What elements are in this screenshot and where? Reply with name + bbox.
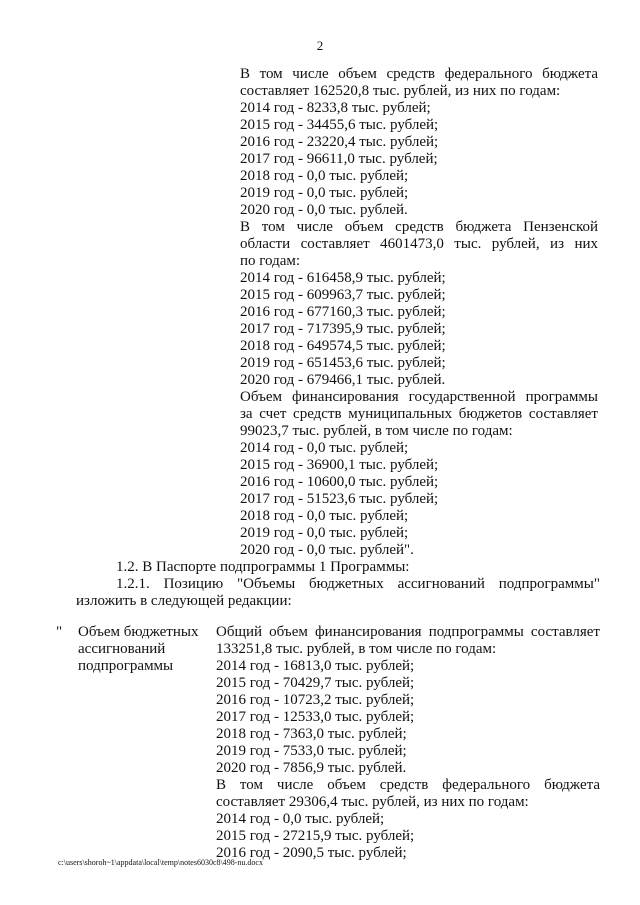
text-line: по годам: (240, 253, 301, 269)
year-line: 2014 год - 16813,0 тыс. рублей; (216, 658, 415, 674)
year-line: 2015 год - 34455,6 тыс. рублей; (240, 117, 439, 133)
label-line: подпрограммы (78, 658, 174, 674)
text-line: области составляет 4601473,0 тыс. рублей, из них (240, 236, 598, 252)
year-line: 2019 год - 0,0 тыс. рублей; (240, 525, 409, 541)
year-line: 2017 год - 12533,0 тыс. рублей; (216, 709, 415, 725)
opening-quote: " (56, 624, 63, 640)
text-line: Объем финансирования государственной программы (240, 389, 598, 405)
text-line: В том числе объем средств федерального бюджета (240, 66, 598, 82)
year-line: 2016 год - 677160,3 тыс. рублей; (240, 304, 446, 320)
year-line: 2019 год - 7533,0 тыс. рублей; (216, 743, 407, 759)
year-line: 2017 год - 717395,9 тыс. рублей; (240, 321, 446, 337)
page-number: 2 (316, 38, 324, 53)
year-line: 2017 год - 51523,6 тыс. рублей; (240, 491, 439, 507)
year-line: 2020 год - 679466,1 тыс. рублей. (240, 372, 446, 388)
year-line: 2014 год - 616458,9 тыс. рублей; (240, 270, 446, 286)
year-line: 2019 год - 0,0 тыс. рублей; (240, 185, 409, 201)
text-line: составляет 29306,4 тыс. рублей, из них по годам: (216, 794, 529, 810)
row-value (216, 624, 600, 862)
year-line: 2017 год - 96611,0 тыс. рублей; (240, 151, 438, 167)
section-text: 1.2. В Паспорте подпрограммы 1 Программы: (116, 559, 410, 575)
year-line: 2014 год - 0,0 тыс. рублей; (240, 440, 409, 456)
text-line: 133251,8 тыс. рублей, в том числе по годам: (216, 641, 497, 657)
text-line: 99023,7 тыс. рублей, в том числе по годам: (240, 423, 513, 439)
year-line: 2016 год - 10600,0 тыс. рублей; (240, 474, 439, 490)
text-line: В том числе объем средств федерального бюджета (216, 777, 600, 793)
municipal-budget-block (240, 389, 598, 559)
year-line: 2016 год - 2090,5 тыс. рублей; (216, 845, 407, 861)
year-line: 2020 год - 0,0 тыс. рублей. (240, 202, 408, 218)
federal-budget-block (240, 66, 598, 219)
section-heading-1-2 (116, 559, 409, 576)
text-line: составляет 162520,8 тыс. рублей, из них по годам: (240, 83, 561, 99)
year-line: 2020 год - 7856,9 тыс. рублей. (216, 760, 407, 776)
year-line: 2016 год - 10723,2 тыс. рублей; (216, 692, 415, 708)
section-text: 1.2.1. Позицию "Объемы бюджетных ассигнований подпрограммы" (116, 576, 600, 592)
year-line: 2015 год - 36900,1 тыс. рублей; (240, 457, 439, 473)
year-line: 2014 год - 8233,8 тыс. рублей; (240, 100, 431, 116)
year-line: 2014 год - 0,0 тыс. рублей; (216, 811, 385, 827)
regional-budget-block (240, 219, 598, 389)
year-line: 2018 год - 7363,0 тыс. рублей; (216, 726, 407, 742)
text-line: за счет средств муниципальных бюджетов составляет (240, 406, 598, 422)
year-line: 2016 год - 23220,4 тыс. рублей; (240, 134, 439, 150)
year-line: 2018 год - 0,0 тыс. рублей; (240, 508, 409, 524)
label-line: ассигнований (78, 641, 166, 657)
year-line: 2020 год - 0,0 тыс. рублей". (240, 542, 414, 558)
label-line: Объем бюджетных (78, 624, 199, 640)
year-line: 2019 год - 651453,6 тыс. рублей; (240, 355, 446, 371)
year-line: 2015 год - 609963,7 тыс. рублей; (240, 287, 446, 303)
text-line: Общий объем финансирования подпрограммы составляет (216, 624, 600, 640)
section-1-2-1 (76, 576, 600, 610)
footer-file-path: c:\users\shoroh~1\appdata\local\temp\notes6030c8\498-nu.docx (58, 858, 263, 867)
section-text: изложить в следующей редакции: (76, 593, 292, 609)
text-line: В том числе объем средств бюджета Пензенской (240, 219, 598, 235)
year-line: 2018 год - 0,0 тыс. рублей; (240, 168, 409, 184)
year-line: 2015 год - 70429,7 тыс. рублей; (216, 675, 415, 691)
year-line: 2015 год - 27215,9 тыс. рублей; (216, 828, 415, 844)
year-line: 2018 год - 649574,5 тыс. рублей; (240, 338, 446, 354)
